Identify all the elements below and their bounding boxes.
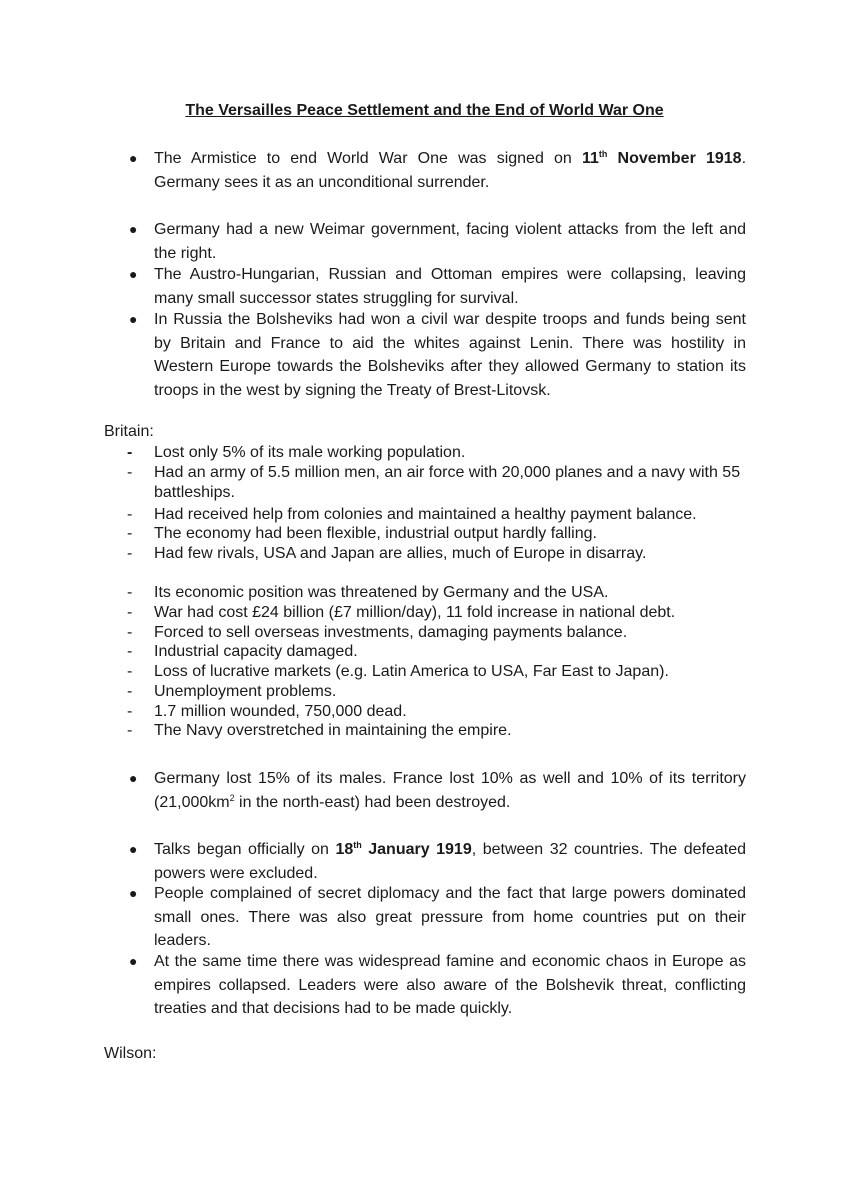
bullet-famine: ● At the same time there was widespread famine and economic chaos in Europe as empires collapsed. Leaders were also aware of the Bolshevik threat, conflicting treaties and that decisions had to be made quickly. (154, 950, 746, 1021)
bullet-icon: ● (129, 266, 138, 282)
bullet-icon: ● (129, 311, 138, 327)
dash-marker: - (127, 525, 133, 542)
list-item: - Had few rivals, USA and Japan are allies, much of Europe in disarray. (127, 545, 647, 562)
dash-marker: - (127, 703, 133, 720)
list-item: - War had cost £24 billion (£7 million/day), 11 fold increase in national debt. (127, 604, 676, 621)
bullet-icon: ● (129, 841, 138, 857)
list-item: - Lost only 5% of its male working population. (127, 444, 466, 461)
dash-marker: - (127, 624, 133, 641)
list-item: - Loss of lucrative markets (e.g. Latin America to USA, Far East to Japan). (127, 663, 669, 680)
dash-marker: - (127, 604, 133, 621)
bullet-icon: ● (129, 885, 138, 901)
bullet-icon: ● (129, 953, 138, 969)
bullet-icon: ● (129, 150, 138, 166)
document-title: The Versailles Peace Settlement and the End of World War One (185, 102, 664, 119)
list-item: - The economy had been flexible, industrial output hardly falling. (127, 525, 597, 542)
list-item: - Unemployment problems. (127, 683, 337, 700)
list-item: - Forced to sell overseas investments, damaging payments balance. (127, 624, 628, 641)
bullet-armistice: ● The Armistice to end World War One was signed on 11th November 1918. Germany sees it as an unconditional surrender. (129, 149, 747, 191)
list-item: - Had received help from colonies and maintained a healthy payment balance. (127, 506, 697, 523)
bullet-empires: ● The Austro-Hungarian, Russian and Ottoman empires were collapsing, leaving many small successor states struggling for survival. (154, 263, 746, 310)
dash-marker: - (127, 683, 133, 700)
dash-marker: - (127, 545, 133, 562)
bullet-weimar: ● Germany had a new Weimar government, facing violent attacks from the left and the right. (154, 218, 746, 265)
dash-marker: - (127, 584, 133, 601)
list-item: - The Navy overstretched in maintaining the empire. (127, 722, 512, 739)
dash-marker: - (127, 663, 133, 680)
list-item: - Had an army of 5.5 million men, an air force with 20,000 planes and a navy with 55 battleships. (127, 464, 741, 501)
bullet-icon: ● (129, 770, 138, 786)
list-item: - 1.7 million wounded, 750,000 dead. (127, 703, 407, 720)
bullet-icon: ● (129, 221, 138, 237)
bullet-losses: ● Germany lost 15% of its males. France lost 10% as well and 10% of its territory ($21,000km^2$ in the north-east) had been destroyed. (154, 767, 746, 814)
list-item: - Its economic position was threatened by Germany and the USA. (127, 584, 609, 601)
dash-marker: - (127, 722, 133, 739)
list-item: - Industrial capacity damaged. (127, 643, 358, 660)
bullet-talks: ● Talks began officially on 18th January 1919, between 32 countries. The defeated powers were excluded. (129, 840, 746, 882)
wilson-heading: Wilson: (104, 1045, 157, 1062)
dash-marker: - (127, 464, 133, 481)
dash-marker: - (127, 506, 133, 523)
bullet-russia: ● In Russia the Bolsheviks had won a civil war despite troops and funds being sent by Britain and France to aid the whites against Lenin. There was hostility in Western Europe towards the Bolsheviks after they allowed Germany to station its troops in the west by signing the Treaty of Brest-Litovsk. (154, 308, 746, 402)
dash-marker: - (127, 444, 133, 461)
bullet-diplomacy: ● People complained of secret diplomacy and the fact that large powers dominated small ones. There was also great pressure from home countries put on their leaders. (154, 882, 746, 953)
britain-heading: Britain: (104, 423, 154, 440)
dash-marker: - (127, 643, 133, 660)
